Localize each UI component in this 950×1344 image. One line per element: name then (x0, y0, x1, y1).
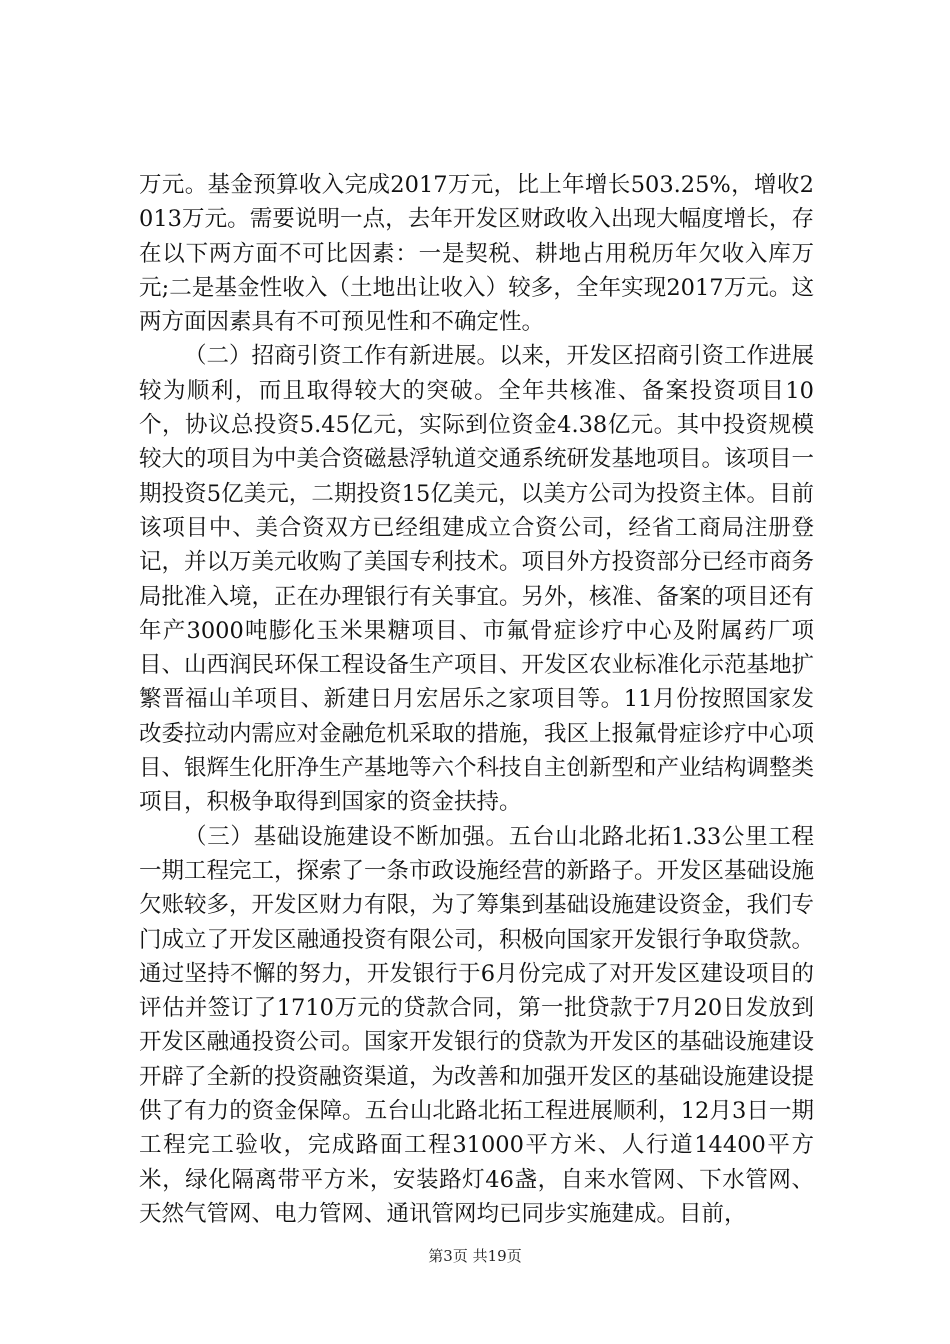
paragraph-investment-promotion: （二）招商引资工作有新进展。以来，开发区招商引资工作进展较为顺利，而且取得较大的突破。全年共核准、备案投资项目10个，协议总投资5.45亿元，实际到位资金4.38亿元。其中投资规模较大的项目为中美合资磁悬浮轨道交通系统研发基地项目。该项目一期投资5亿美元，二期投资15亿美元，以美方公司为投资主体。目前该项目中、美合资双方已经组建成立合资公司，经省工商局注册登记，并以万美元收购了美国专利技术。项目外方投资部分已经市商务局批准入境，正在办理银行有关事宜。另外，核准、备案的项目还有年产3000吨膨化玉米果糖项目、市氟骨症诊疗中心及附属药厂项目、山西润民环保工程设备生产项目、开发区农业标准化示范基地扩繁晋福山羊项目、新建日月宏居乐之家项目等。11月份按照国家发改委拉动内需应对金融危机采取的措施，我区上报氟骨症诊疗中心项目、银辉生化肝净生产基地等六个科技自主创新型和产业结构调整类项目，积极争取得到国家的资金扶持。 (139, 343, 815, 816)
page-number-footer: 第3页 共19页 (428, 1247, 522, 1265)
paragraph-infrastructure: （三）基础设施建设不断加强。五台山北路北拓1.33公里工程一期工程完工，探索了一条市政设施经营的新路子。开发区基础设施欠账较多，开发区财力有限，为了筹集到基础设施建设资金，我们专门成立了开发区融通投资有限公司，积极向国家开发银行争取贷款。通过坚持不懈的努力，开发银行于6月份完成了对开发区建设项目的评估并签订了1710万元的贷款合同，第一批贷款于7月20日发放到开发区融通投资公司。国家开发银行的贷款为开发区的基础设施建设开辟了全新的投资融资渠道，为改善和加强开发区的基础设施建设提供了有力的资金保障。五台山北路北拓工程进展顺利，12月3日一期工程完工验收，完成路面工程31000平方米、人行道14400平方米，绿化隔离带平方米，安装路灯46盏，自来水管网、下水管网、天然气管网、电力管网、通讯管网均已同步实施建成。目前， (139, 823, 815, 1227)
document-body (139, 168, 814, 1231)
paragraph-fiscal-revenue: 万元。基金预算收入完成2017万元，比上年增长503.25%，增收2013万元。需要说明一点，去年开发区财政收入出现大幅度增长，存在以下两方面不可比因素：一是契税、耕地占用税历年欠收入库万元;二是基金性收入（土地出让收入）较多，全年实现2017万元。这两方面因素具有不可预见性和不确定性。 (139, 172, 814, 336)
